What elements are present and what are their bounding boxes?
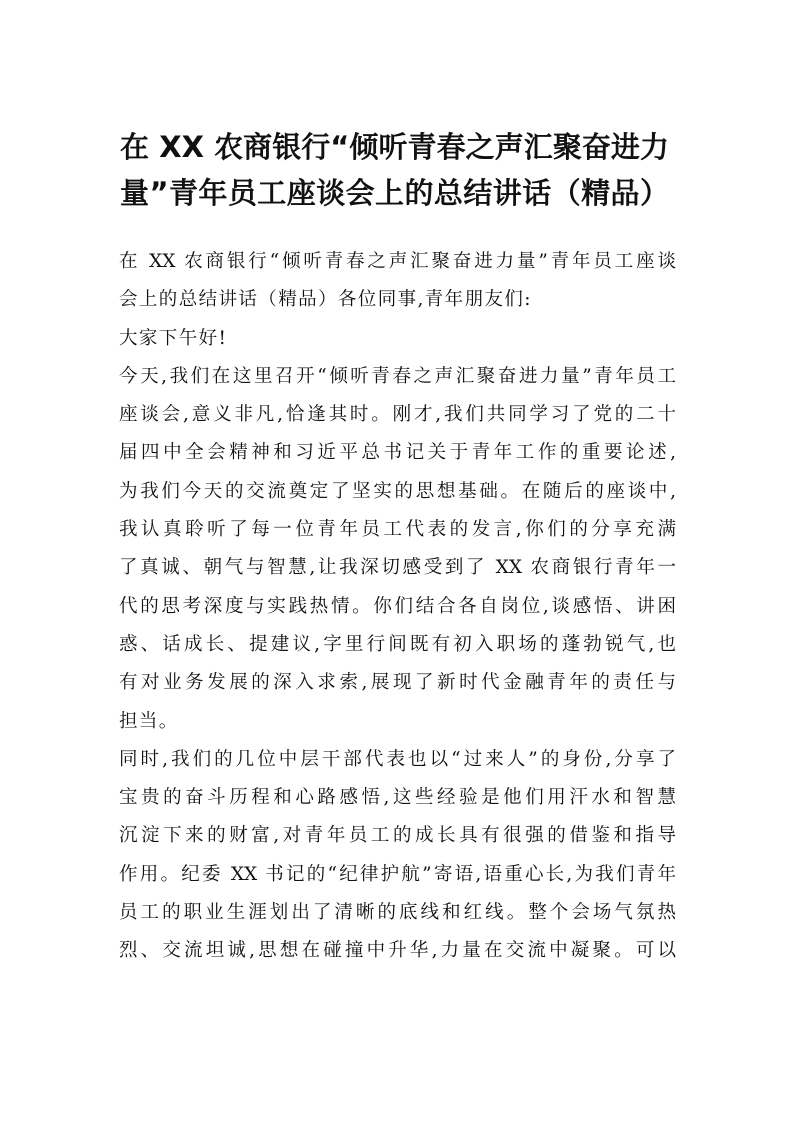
- body-text-line: 沉淀下来的财富,对青年员工的成长具有很强的借鉴和指导: [119, 825, 676, 847]
- body-text-line: 大家下午好!: [119, 327, 228, 349]
- body-text-line: 惑、话成长、提建议,字里行间既有初入职场的蓬勃锐气,也: [119, 633, 676, 655]
- body-text-line: 宝贵的奋斗历程和心路感悟,这些经验是他们用汗水和智慧: [119, 787, 676, 809]
- body-text-line: 会上的总结讲话（精品）各位同事,青年朋友们:: [119, 289, 532, 311]
- body-text-line: 员工的职业生涯划出了清晰的底线和红线。整个会场气氛热: [119, 902, 676, 924]
- body-text-line: 烈、交流坦诚,思想在碰撞中升华,力量在交流中凝聚。可以: [119, 940, 676, 962]
- body-text-line: 我认真聆听了每一位青年员工代表的发言,你们的分享充满: [119, 519, 676, 541]
- body-text-line: 届四中全会精神和习近平总书记关于青年工作的重要论述,: [119, 442, 676, 464]
- body-text-line: 今天,我们在这里召开“倾听青春之声汇聚奋进力量”青年员工: [119, 365, 676, 387]
- body-text-line: 了真诚、朝气与智慧,让我深切感受到了 XX 农商银行青年一: [119, 557, 676, 579]
- document-title: [120, 124, 669, 216]
- body-text-line: 座谈会,意义非凡,恰逢其时。刚才,我们共同学习了党的二十: [119, 404, 676, 426]
- body-text-line: 作用。纪委 XX 书记的“纪律护航”寄语,语重心长,为我们青年: [119, 863, 676, 885]
- body-text-line: 有对业务发展的深入求索,展现了新时代金融青年的责任与: [119, 672, 676, 694]
- body-text-line: 在 XX 农商银行“倾听青春之声汇聚奋进力量”青年员工座谈: [119, 251, 676, 272]
- body-text-line: 担当。: [119, 710, 179, 732]
- body-text-line: 同时,我们的几位中层干部代表也以“过来人”的身份,分享了: [119, 748, 676, 770]
- body-text-line: 代的思考深度与实践热情。你们结合各自岗位,谈感悟、讲困: [119, 595, 676, 617]
- document-body: [119, 243, 676, 971]
- body-text-line: 为我们今天的交流奠定了坚实的思想基础。在随后的座谈中,: [119, 480, 676, 502]
- title-line: 在 XX 农商银行“倾听青春之声汇聚奋进力: [120, 130, 669, 164]
- title-line: 量”青年员工座谈会上的总结讲话（精品）: [120, 176, 669, 210]
